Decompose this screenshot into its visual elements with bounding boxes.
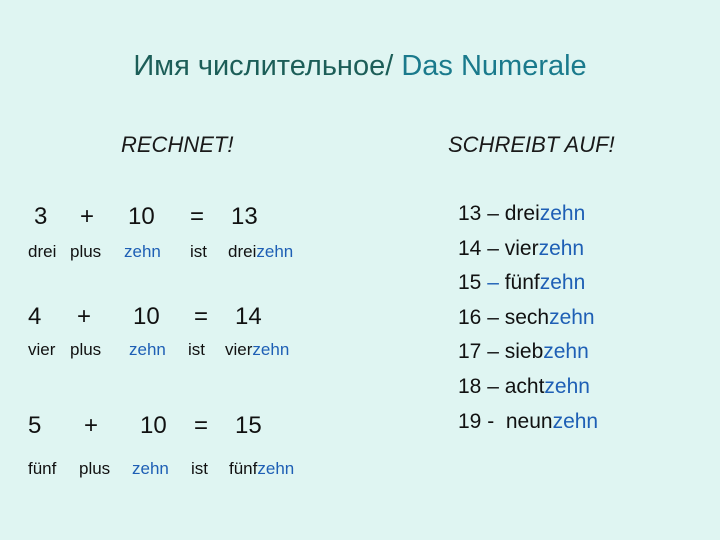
result: 14 (235, 303, 262, 330)
list-dash: – (481, 340, 505, 364)
list-dash: – (481, 374, 505, 398)
list-dash: – (481, 271, 505, 295)
list-stem: neun (505, 409, 553, 433)
word-result-stem: vier (225, 340, 253, 359)
word-a: vier (28, 340, 56, 359)
word-op: plus (70, 242, 102, 261)
word-eq: ist (188, 340, 205, 359)
list-stem: sech (504, 305, 550, 329)
word-result-stem: fünf (229, 459, 258, 478)
word-result-suffix: zehn (257, 459, 295, 478)
right-header: SCHREIBT AUF! (448, 132, 615, 157)
word-result (225, 340, 289, 360)
operand-b: 10 (140, 412, 167, 439)
list-dash: – (481, 202, 505, 225)
word-eq: ist (191, 459, 208, 478)
list-stem: vier (504, 236, 539, 260)
list-suffix: zehn (543, 340, 589, 364)
operator-plus: + (80, 203, 95, 230)
result: 13 (231, 203, 258, 230)
word-result (228, 242, 293, 262)
title-german: Das Numerale (393, 50, 587, 82)
operator-plus: + (84, 412, 99, 439)
list-stem: fünf (504, 271, 540, 295)
equals-sign: = (190, 203, 205, 230)
list-item (458, 197, 598, 232)
equals-sign: = (194, 412, 209, 439)
operand-a: 3 (34, 203, 48, 230)
list-number: 19 (458, 409, 482, 433)
word-b: zehn (124, 242, 161, 261)
list-stem: sieb (504, 340, 544, 364)
word-result (229, 459, 294, 479)
word-result-suffix: zehn (256, 242, 294, 261)
list-suffix: zehn (552, 409, 599, 433)
list-suffix: zehn (539, 202, 586, 225)
equation-row-3 (0, 412, 360, 442)
equation-words-1 (0, 242, 360, 264)
list-suffix: zehn (538, 236, 585, 260)
equation-row-1 (0, 203, 360, 233)
list-dash: – (481, 305, 505, 329)
operand-a: 5 (28, 412, 42, 439)
equation-words-3 (0, 459, 360, 481)
operator-plus: + (77, 303, 92, 330)
operand-b: 10 (133, 303, 160, 330)
list-number: 17 (458, 340, 482, 364)
left-header: RECHNET! (121, 132, 234, 157)
word-a: fünf (28, 459, 57, 478)
list-dash: – (481, 236, 505, 260)
result: 15 (235, 412, 262, 439)
word-op: plus (79, 459, 111, 478)
list-number: 16 (458, 305, 482, 329)
title-russian: Имя числительное (133, 50, 386, 82)
list-number: 13 (458, 202, 482, 225)
list-item (458, 405, 598, 440)
list-number: 18 (458, 374, 482, 398)
list-stem: acht (504, 374, 545, 398)
list-suffix: zehn (549, 305, 595, 329)
list-suffix: zehn (544, 374, 590, 398)
list-number: 15 (458, 271, 482, 295)
word-eq: ist (190, 242, 207, 261)
list-dash: - (481, 409, 506, 433)
word-result-suffix: zehn (252, 340, 290, 359)
equation-words-2 (0, 340, 360, 362)
title-separator: / (385, 50, 394, 82)
list-stem: drei (504, 202, 540, 225)
list-item (458, 301, 598, 336)
operand-a: 4 (28, 303, 42, 330)
word-a: drei (28, 242, 57, 261)
list-item (458, 232, 598, 267)
list-item (458, 266, 598, 301)
word-b: zehn (132, 459, 169, 478)
page-title (0, 50, 720, 83)
list-suffix: zehn (539, 271, 586, 295)
list-number: 14 (458, 236, 482, 260)
word-op: plus (70, 340, 102, 359)
equation-row-2 (0, 303, 360, 333)
word-result-stem: drei (228, 242, 257, 261)
number-word-list (458, 197, 598, 439)
list-item (458, 335, 598, 370)
list-item (458, 370, 598, 405)
operand-b: 10 (128, 203, 155, 230)
equals-sign: = (194, 303, 209, 330)
word-b: zehn (129, 340, 166, 359)
